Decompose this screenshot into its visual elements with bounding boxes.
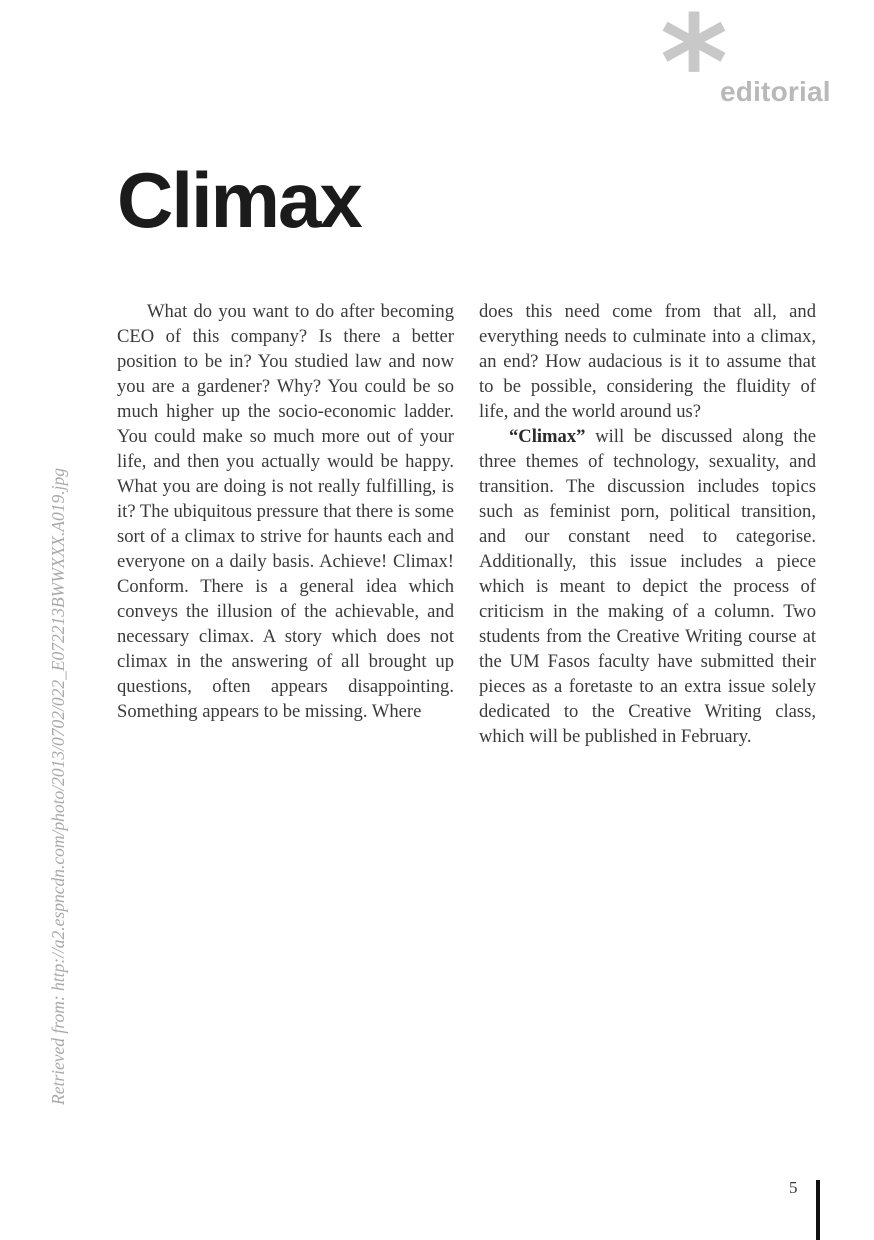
asterisk-icon: * (660, 0, 728, 139)
page-title: Climax (117, 156, 361, 244)
paragraph (479, 424, 816, 749)
text-column-left (117, 299, 454, 724)
paragraph-text: will be discussed along the three themes of technology, sexuality, and transition. The discussion includes topics such as feminist porn, political transition, and our constant need to categorise. Additionally, this issue includes a piece which is meant to depict the process of criticism in the making of a column. Two students from the Creative Writing course at the UM Fasos faculty have submitted their pieces as a foretaste to an extra issue solely dedicated to the Creative Writing class, which will be published in February. (479, 426, 816, 747)
image-source-note: Retrieved from: http://a2.espncdn.com/photo/2013/0702/022_E072213BWWXXX.A019.jpg (48, 467, 68, 1105)
section-header (660, 0, 840, 139)
paragraph: does this need come from that all, and everything needs to culminate into a climax, an end? How audacious is it to assume that to be possible, considering the fluidity of life, and the world around us? (479, 301, 816, 422)
page-number: 5 (789, 1178, 798, 1197)
page-edge-rule (816, 1180, 820, 1240)
text-column-right (479, 299, 816, 749)
bold-title-reference: “Climax” (509, 426, 586, 447)
paragraph: What do you want to do after becoming CEO of this company? Is there a better position to be in? You studied law and now you are a gardener? Why? You could be so much higher up the socio-economic ladder. You could make so much more out of your life, and then you actually would be happy. What you are doing is not really fulfilling, is it? The ubiquitous pressure that there is some sort of a climax to strive for haunts each and everyone on a daily basis. Achieve! Climax! Conform. There is a general idea which conveys the illusion of the achievable, and necessary climax. A story which does not climax in the answering of all brought up questions, often appears disappointing. Something appears to be missing. Where (117, 301, 454, 722)
section-label: editorial (720, 76, 831, 107)
